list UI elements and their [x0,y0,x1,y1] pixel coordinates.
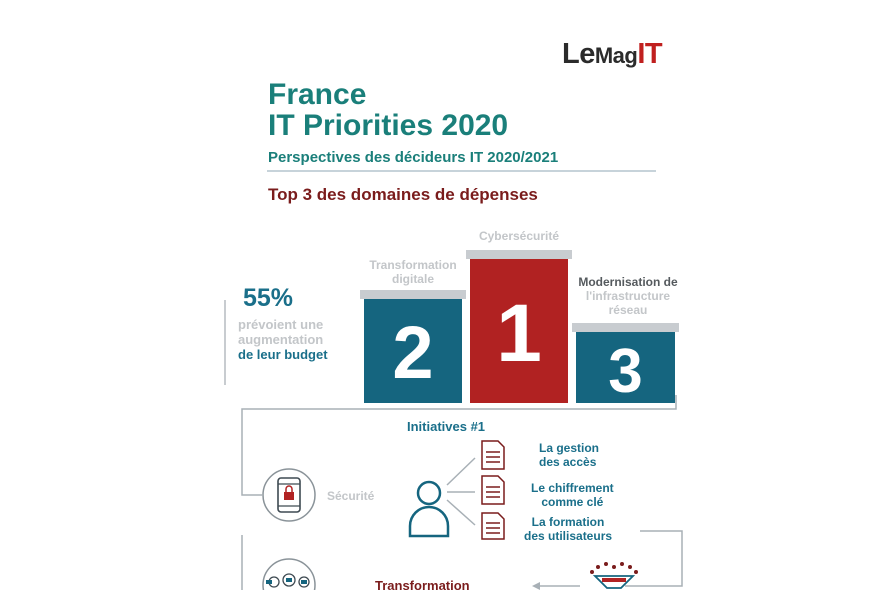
stat-description [238,317,328,362]
initiative-3-line1: La formation [531,515,605,529]
initiative-3-line2: des utilisateurs [524,529,613,543]
podium-3-label [572,275,684,317]
devices-icon [263,559,315,590]
stat-line-3: de leur budget [238,347,328,362]
logo-part-le: Le [562,38,595,70]
podium-2-cap [360,290,466,299]
flow-line-right [625,531,682,586]
podium-2-label [360,258,466,286]
initiatives-title: Initiatives #1 [407,419,486,434]
security-label: Sécurité [327,489,375,503]
initiative-item-3 [524,515,612,543]
person-icon [410,482,448,536]
logo-part-it: IT [637,38,663,70]
document-icon-2 [482,476,504,504]
stat-value: 55% [243,284,294,312]
podium-3-label-line2: l'infrastructure [585,289,671,303]
initiative-2-line1: Le chiffrement [531,481,614,495]
document-icon-3 [482,513,504,539]
page-subtitle: Perspectives des décideurs IT 2020/2021 [268,149,559,166]
podium-2-block: 2 [364,299,462,403]
podium-3-label-line1: Modernisation de [578,275,678,289]
initiative-1-line1: La gestion [539,441,600,455]
arrow-head-left [532,582,540,590]
podium-2-label-line2: digitale [391,272,434,286]
stat-line-2: augmentation [238,332,324,347]
stat-line-1: prévoient une [238,317,324,332]
title-line-2: IT Priorities 2020 [268,109,509,142]
initiative-1-line2: des accès [539,455,597,469]
initiative-item-1 [539,441,599,469]
initiative-arrows [447,458,475,525]
podium-3-cap [572,323,679,332]
logo-part-mag: Mag [594,43,638,68]
podium-3-block: 3 [576,332,675,403]
funnel-icon [590,562,638,588]
title-line-1: France [268,78,367,111]
initiative-item-2 [531,481,614,509]
podium-1-block: 1 [470,259,568,403]
transformation-label: Transformation [375,578,470,593]
podium-1-label: Cybersécurité [478,229,560,243]
phone-lock-icon [263,469,315,521]
podium-2-label-line1: Transformation [369,258,457,272]
podium-3-label-line3: réseau [608,303,648,317]
section-title: Top 3 des domaines de dépenses [268,185,538,204]
initiative-2-line2: comme clé [541,495,604,509]
podium-1-cap [466,250,572,259]
document-icon-1 [482,441,504,469]
